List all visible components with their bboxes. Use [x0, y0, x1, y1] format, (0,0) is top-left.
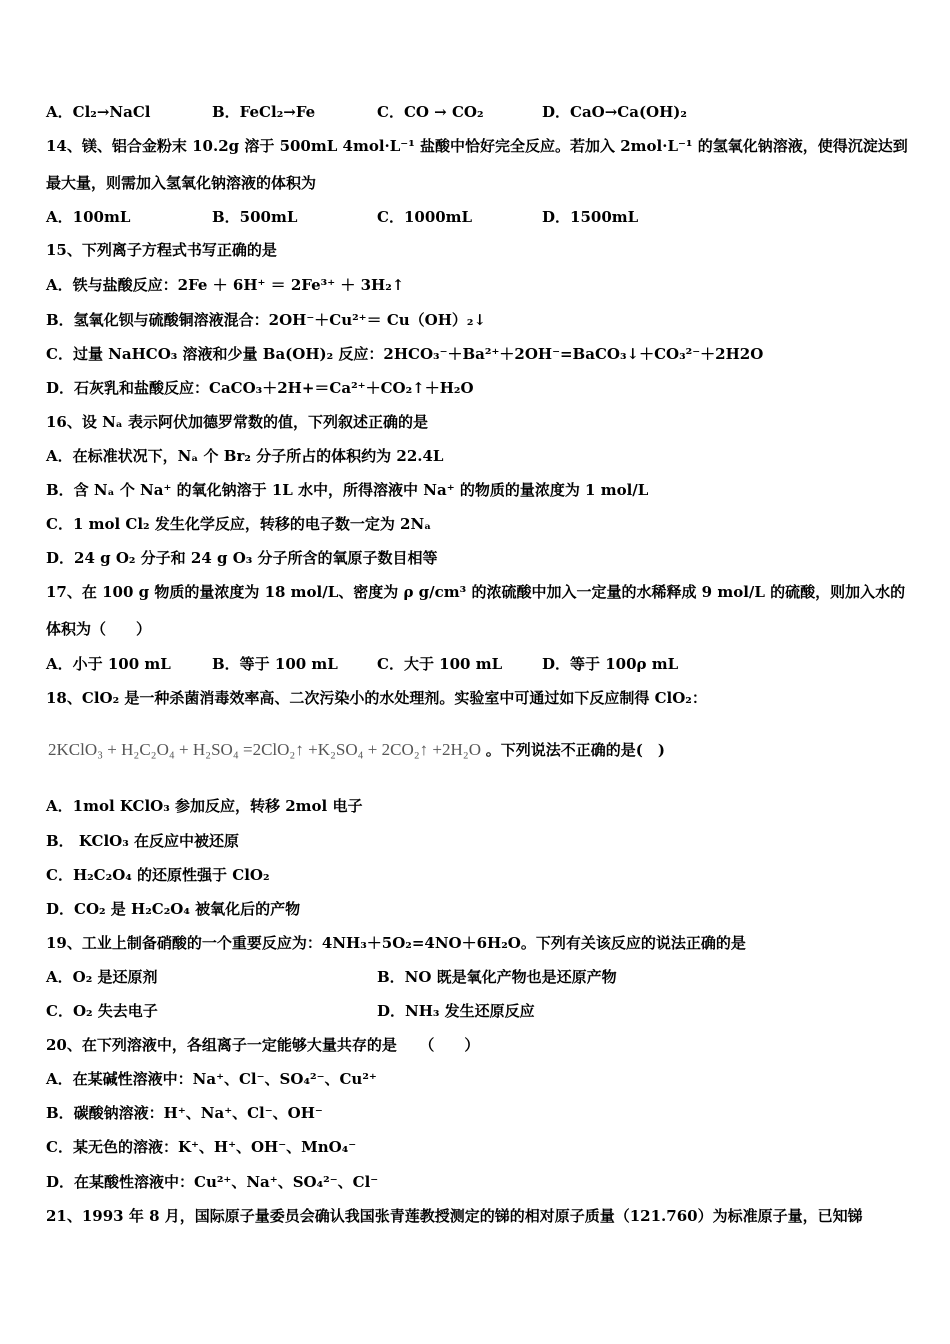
q20-option-b: B．碳酸钠溶液：H⁺、Na⁺、Cl⁻、OH⁻: [46, 1104, 323, 1122]
q15-option-c: C．过量 NaHCO₃ 溶液和少量 Ba(OH)₂ 反应：2HCO₃⁻＋Ba²⁺＋2OH⁻=BaCO₃↓＋CO₃²⁻＋2H2O: [46, 345, 764, 363]
q17-option-b: B．等于 100 mL: [212, 655, 338, 673]
q14-option-d: D．1500mL: [542, 208, 639, 226]
q16-stem: 16、设 Nₐ 表示阿伏加德罗常数的值，下列叙述正确的是: [46, 413, 429, 431]
q17-option-a: A．小于 100 mL: [46, 655, 171, 673]
q14-stem-line1: 14、镁、铝合金粉末 10.2g 溶于 500mL 4mol·L⁻¹ 盐酸中恰好完全反应。若加入 2mol·L⁻¹ 的氢氧化钠溶液，使得沉淀达到: [46, 137, 908, 155]
q14-option-c: C．1000mL: [377, 208, 473, 226]
q17-option-d: D．等于 100ρ mL: [542, 655, 679, 673]
q18-option-d: D．CO₂ 是 H₂C₂O₄ 被氧化后的产物: [46, 900, 301, 918]
q13-option-b: B．FeCl₂→Fe: [212, 103, 316, 121]
q20-option-a: A．在某碱性溶液中：Na⁺、Cl⁻、SO₄²⁻、Cu²⁺: [46, 1070, 377, 1088]
q15-stem: 15、下列离子方程式书写正确的是: [46, 241, 277, 259]
q19-option-b: B．NO 既是氧化产物也是还原产物: [377, 968, 617, 986]
q20-option-c: C．某无色的溶液：K⁺、H⁺、OH⁻、MnO₄⁻: [46, 1138, 357, 1156]
q19-option-c: C．O₂ 失去电子: [46, 1002, 158, 1020]
q15-option-b: B．氢氧化钡与硫酸铜溶液混合：2OH⁻＋Cu²⁺＝ Cu（OH）₂↓: [46, 311, 487, 329]
q17-option-c: C．大于 100 mL: [377, 655, 503, 673]
q14-option-b: B．500mL: [212, 208, 298, 226]
q19-option-a: A．O₂ 是还原剂: [46, 968, 158, 986]
q16-option-c: C．1 mol Cl₂ 发生化学反应，转移的电子数一定为 2Nₐ: [46, 515, 432, 533]
q18-equation-line: [48, 740, 910, 760]
q18-option-a: A．1mol KClO₃ 参加反应，转移 2mol 电子: [46, 797, 363, 815]
q20-option-d: D．在某酸性溶液中：Cu²⁺、Na⁺、SO₄²⁻、Cl⁻: [46, 1173, 379, 1191]
q19-option-d: D．NH₃ 发生还原反应: [377, 1002, 535, 1020]
q19-stem: 19、工业上制备硝酸的一个重要反应为：4NH₃＋5O₂=4NO＋6H₂O。下列有关该反应的说法正确的是: [46, 934, 746, 952]
q18-option-b: B． KClO₃ 在反应中被还原: [46, 832, 240, 850]
q13-option-d: D．CaO→Ca(OH)₂: [542, 103, 687, 121]
q13-option-c: C．CO → CO₂: [377, 103, 484, 121]
q15-option-d: D．石灰乳和盐酸反应：CaCO₃＋2H+＝Ca²⁺＋CO₂↑＋H₂O: [46, 379, 474, 397]
q15-option-a: A．铁与盐酸反应：2Fe ＋ 6H⁺ ＝ 2Fe³⁺ ＋ 3H₂↑: [46, 276, 405, 294]
q16-option-a: A．在标准状况下，Nₐ 个 Br₂ 分子所占的体积约为 22.4L: [46, 447, 444, 465]
q17-stem-line1: 17、在 100 g 物质的量浓度为 18 mol/L、密度为 ρ g/cm³ 的浓硫酸中加入一定量的水稀释成 9 mol/L 的硫酸，则加入水的: [46, 583, 906, 601]
q18-equation: 2KClO₃ + H₂C₂O₄ + H₂SO₄ =2ClO₂↑ +K₂SO₄ + 2CO₂↑ +2H₂O: [48, 740, 482, 759]
q21-stem: 21、1993 年 8 月，国际原子量委员会确认我国张青莲教授测定的锑的相对原子质量（121.760）为标准原子量，已知锑: [46, 1207, 863, 1225]
q18-stem: 18、ClO₂ 是一种杀菌消毒效率高、二次污染小的水处理剂。实验室中可通过如下反应制得 ClO₂：: [46, 689, 707, 707]
q18-option-c: C．H₂C₂O₄ 的还原性强于 ClO₂: [46, 866, 270, 884]
q16-option-d: D．24 g O₂ 分子和 24 g O₃ 分子所含的氧原子数目相等: [46, 549, 438, 567]
q17-stem-line2: 体积为（ ）: [46, 620, 152, 638]
q18-equation-tail: 。下列说法不正确的是( ): [485, 741, 665, 759]
q20-stem: 20、在下列溶液中，各组离子一定能够大量共存的是 （ ）: [46, 1036, 480, 1054]
q14-stem-line2: 最大量，则需加入氢氧化钠溶液的体积为: [46, 174, 317, 192]
q14-option-a: A．100mL: [46, 208, 131, 226]
q16-option-b: B．含 Nₐ 个 Na⁺ 的氧化钠溶于 1L 水中，所得溶液中 Na⁺ 的物质的量浓度为 1 mol/L: [46, 481, 649, 499]
q13-option-a: A．Cl₂→NaCl: [46, 103, 151, 121]
